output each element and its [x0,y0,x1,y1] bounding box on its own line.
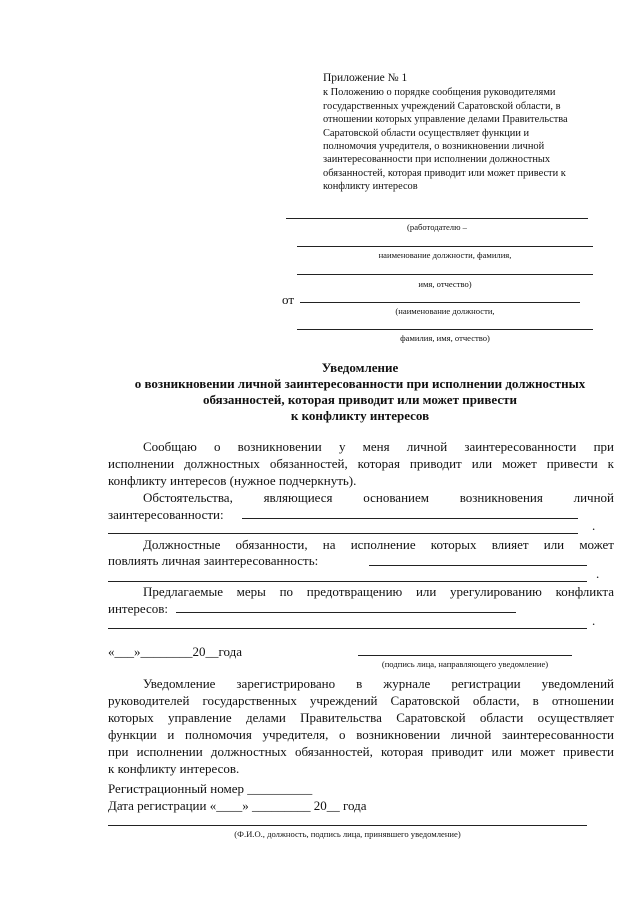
registration-text-line: к конфликту интересов. [108,761,240,776]
line-end-dot: . [596,566,600,581]
from-position-caption: (наименование должности, [395,306,495,316]
duties-field-line[interactable] [369,565,587,566]
appendix-line: заинтересованности при исполнении должностных [323,154,551,166]
notice-title: Уведомление [321,360,399,375]
employer-field-line[interactable] [286,218,588,219]
receiver-field-line[interactable] [108,825,587,826]
date-field[interactable]: «___»________20__года [108,644,243,659]
registration-number-field[interactable]: Регистрационный номер __________ [108,781,313,796]
position-field-line[interactable] [297,246,593,247]
notice-subtitle-line: о возникновении личной заинтересованности при исполнении должностных [134,376,586,391]
notice-subtitle-line: к конфликту интересов [290,408,430,423]
name-field-line[interactable] [297,274,593,275]
appendix-line: государственных учреждений Саратовской области, в [323,100,561,112]
appendix-line: обязанностей, которая приводит или может привести к [323,167,566,179]
line-end-dot: . [592,518,596,533]
employer-caption: (работодателю – [407,222,467,232]
receiver-caption: (Ф.И.О., должность, подпись лица, принявшего уведомление) [234,829,461,839]
registration-text-line: которых управление делами Правительства Саратовской области осуществляет [108,710,614,725]
measures-field-line[interactable] [176,612,516,613]
notice-subtitle-line: обязанностей, которая приводит или может привести [202,392,518,407]
appendix-line: отношении которых управление делами Правительства [323,114,568,126]
appendix-title: Приложение № 1 [323,72,408,84]
appendix-line: к Положению о порядке сообщения руководителями [323,87,556,99]
body-text-line: конфликту интересов (нужное подчеркнуть). [108,473,357,488]
measures-label: интересов: [108,601,168,616]
body-text-line: исполнении должностных обязанностей, которая приводит или может привести к [108,456,614,471]
signature-field-line[interactable] [358,655,572,656]
registration-text-line: руководителей государственных учреждений Саратовской области, в отношении [108,693,614,708]
registration-text-line: при исполнении должностных обязанностей, которая приводит или может привести [108,744,614,759]
circumstances-field-line-2[interactable] [108,533,578,534]
registration-text-line: Уведомление зарегистрировано в журнале регистрации уведомлений [143,676,614,691]
body-text-line: Должностные обязанности, на исполнение которых влияет или может [143,537,614,552]
registration-date-field[interactable]: Дата регистрации «____» _________ 20__ года [108,798,367,813]
position-caption: наименование должности, фамилия, [378,250,512,260]
from-name-field-line[interactable] [297,329,593,330]
circumstances-field-line[interactable] [242,518,578,519]
duties-field-line-2[interactable] [108,581,587,582]
appendix-block [323,72,608,194]
from-field-line[interactable] [300,302,580,303]
body-text-line: Предлагаемые меры по предотвращению или урегулированию конфликта [143,584,614,599]
registration-text-line: функции и полномочия учредителя, о возникновении личной заинтересованности [108,727,614,742]
body-text-line: Сообщаю о возникновении у меня личной заинтересованности при [143,439,614,454]
circumstances-label: заинтересованности: [108,507,224,522]
from-label: от [282,292,295,307]
measures-field-line-2[interactable] [108,628,587,629]
body-text-line: Обстоятельства, являющиеся основанием возникновения личной [143,490,614,505]
name-caption: имя, отчество) [418,279,472,289]
line-end-dot: . [592,613,596,628]
from-name-caption: фамилия, имя, отчество) [400,333,490,343]
signature-caption: (подпись лица, направляющего уведомление) [381,659,549,669]
duties-label: повлиять личная заинтересованность: [108,553,319,568]
appendix-line: Саратовской области осуществляет функции и [323,127,530,139]
appendix-line: полномочия учредителя, о возникновении личной [323,141,545,153]
appendix-line: конфликту интересов [323,181,418,193]
